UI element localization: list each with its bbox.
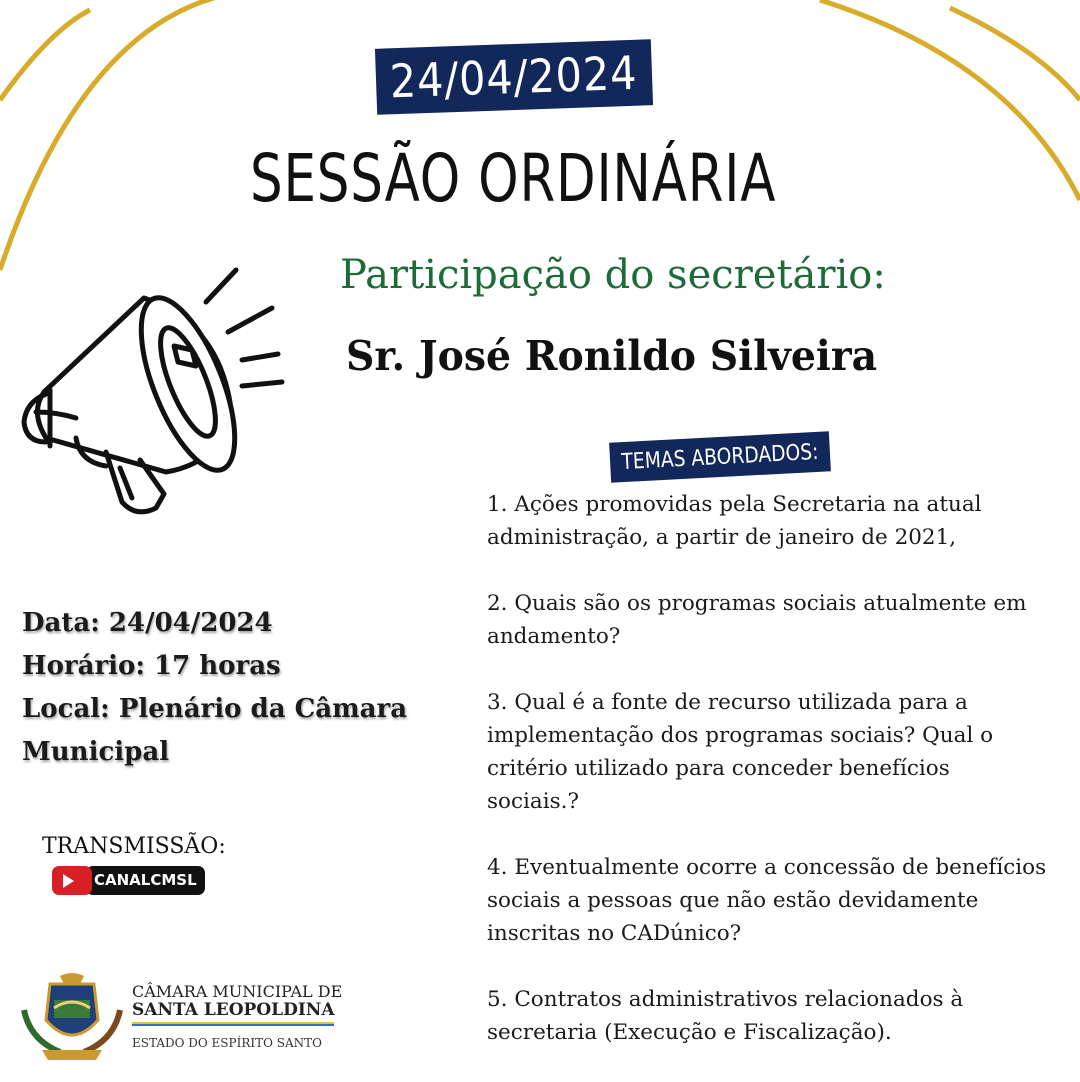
logo-line-3: ESTADO DO ESPÍRITO SANTO: [132, 1036, 322, 1050]
secretary-name: Sr. José Ronildo Silveira: [346, 332, 878, 380]
topics-badge-text: TEMAS ABORDADOS:: [620, 439, 820, 475]
logo-line-1: CÂMARA MUNICIPAL DE: [132, 982, 343, 1001]
topic-item: 1. Ações promovidas pela Secretaria na atual administração, a partir de janeiro de 2021,: [487, 492, 982, 550]
date-badge: [375, 39, 653, 115]
topic-item: 2. Quais são os programas sociais atualmente em andamento?: [487, 591, 1027, 649]
chamber-logo: [20, 970, 350, 1062]
topic-item: 4. Eventualmente ocorre a concessão de benefícios sociais a pessoas que não estão devidamente inscritas no CADúnico?: [487, 855, 1047, 946]
topics-list: [487, 488, 1047, 1082]
logo-stripes: [132, 1022, 334, 1027]
coat-of-arms-icon: [20, 970, 124, 1062]
channel-name: CANALCMSL: [86, 866, 205, 895]
info-location-cont: Municipal: [22, 737, 170, 767]
date-badge-text: 24/04/2024: [389, 45, 639, 109]
youtube-channel-link[interactable]: [52, 866, 205, 895]
info-location: Local: Plenário da Câmara: [22, 694, 408, 724]
logo-line-2: SANTA LEOPOLDINA: [132, 1000, 335, 1020]
info-time: Horário: 17 horas: [22, 651, 281, 681]
youtube-play-icon: [52, 866, 92, 895]
topic-item: 5. Contratos administrativos relacionados à secretaria (Execução e Fiscalização).: [487, 987, 964, 1045]
megaphone-icon: [16, 262, 296, 532]
transmission-label: TRANSMISSÃO:: [42, 834, 226, 859]
session-info: [22, 602, 462, 774]
participation-label: Participação do secretário:: [340, 252, 886, 298]
info-date: Data: 24/04/2024: [22, 608, 273, 638]
topic-item: 3. Qual é a fonte de recurso utilizada para a implementação dos programas sociais? Qual o critério utilizado para conceder benefícios sociais.?: [487, 690, 994, 814]
page-title: SESSÃO ORDINÁRIA: [250, 140, 777, 217]
